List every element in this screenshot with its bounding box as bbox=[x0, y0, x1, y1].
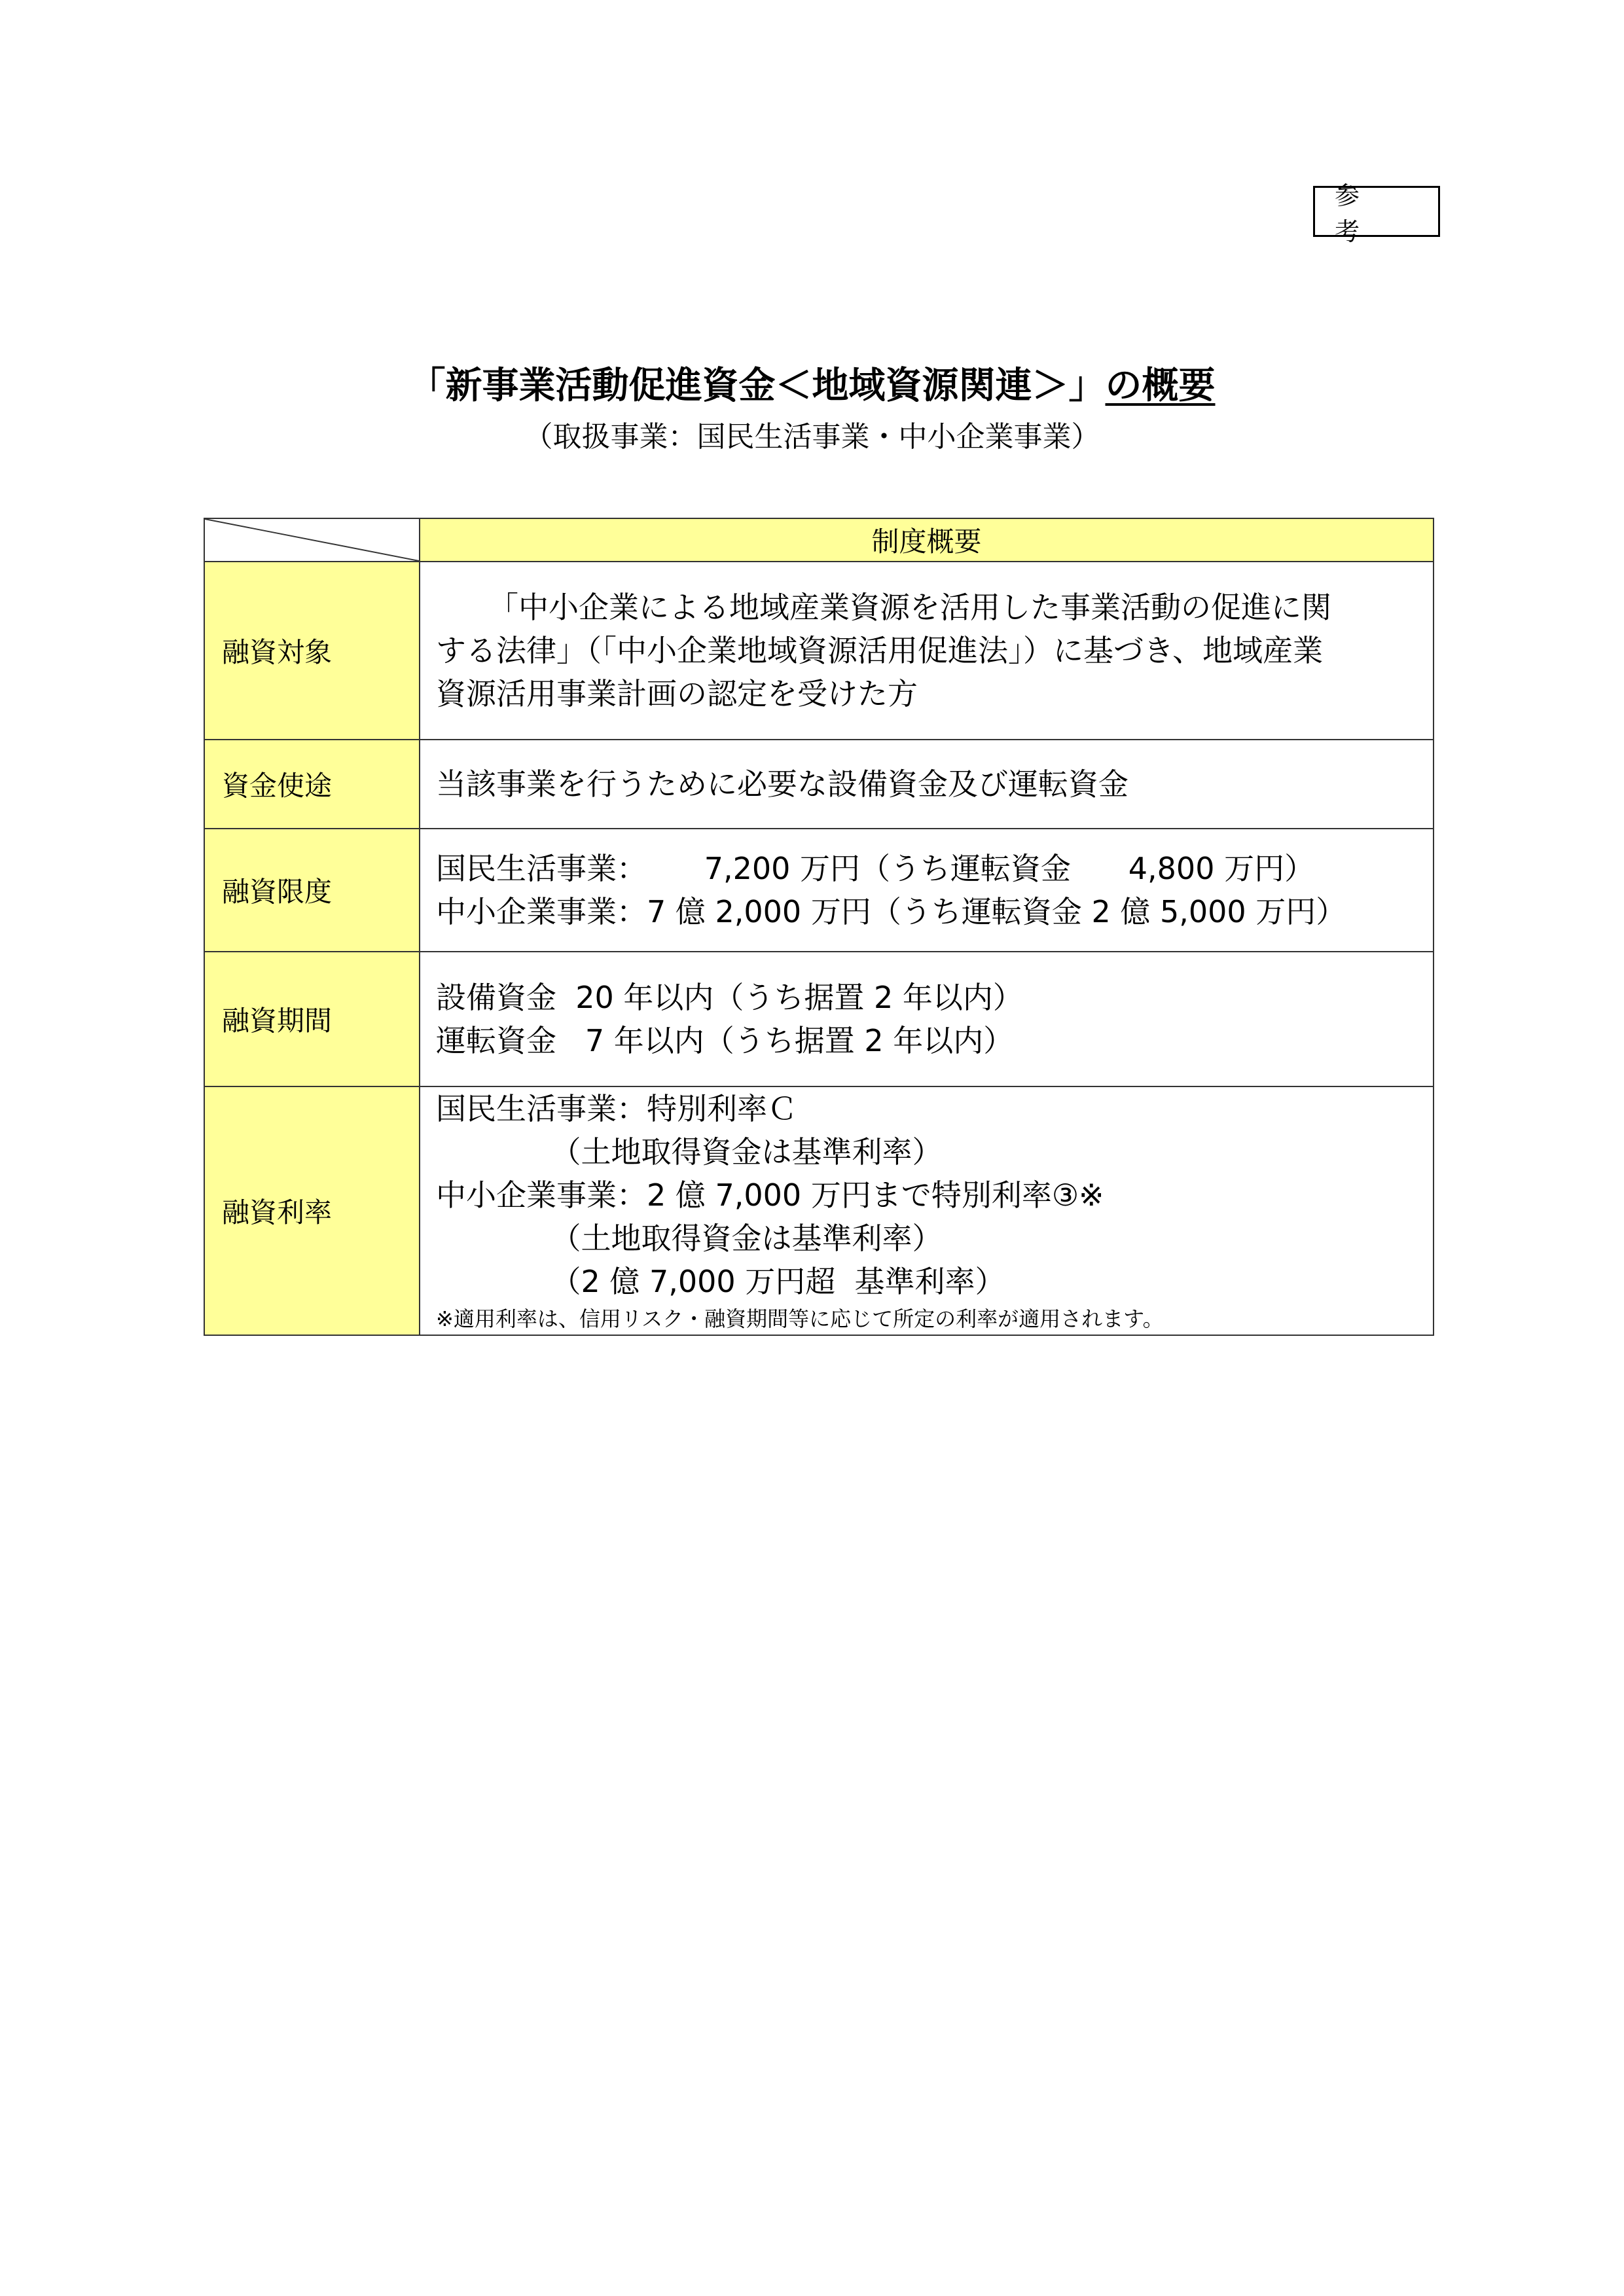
body-line: 資源活用事業計画の認定を受けた方 bbox=[436, 676, 918, 711]
body-line: 「中小企業による地域産業資源を活用した事業活動の促進に関 bbox=[488, 590, 1331, 625]
diagonal-line bbox=[205, 519, 419, 561]
row-body-rate bbox=[420, 1086, 1434, 1335]
body-line: 中小企業事業：2 億 7,000 万円まで特別利率③※ bbox=[436, 1177, 1104, 1213]
body-line: 当該事業を行うために必要な設備資金及び運転資金 bbox=[436, 766, 1128, 802]
row-body-target bbox=[420, 562, 1434, 740]
row-body-use bbox=[420, 740, 1434, 829]
body-line: 国民生活事業：特別利率Ｃ bbox=[436, 1091, 797, 1126]
row-label-rate: 融資利率 bbox=[204, 1086, 420, 1335]
table-row bbox=[204, 562, 1434, 740]
body-line: 中小企業事業：7 億 2,000 万円（うち運転資金 2 億 5,000 万円） bbox=[436, 894, 1346, 929]
table-header-row bbox=[204, 518, 1434, 562]
body-line: （土地取得資金は基準利率） bbox=[436, 1221, 943, 1256]
title-main: 「新事業活動促進資金＜地域資源関連＞」 bbox=[408, 365, 1106, 407]
rate-note: ※適用利率は、信用リスク・融資期間等に応じて所定の利率が適用されます。 bbox=[436, 1306, 1164, 1331]
body-line: する法律」（「中小企業地域資源活用促進法」）に基づき、地域産業 bbox=[436, 633, 1324, 668]
body-line: 運転資金 7 年以内（うち据置 2 年以内） bbox=[436, 1023, 1014, 1058]
table-row bbox=[204, 952, 1434, 1086]
reference-label: 参 考 bbox=[1313, 186, 1440, 237]
table-row bbox=[204, 1086, 1434, 1335]
row-label-limit: 融資限度 bbox=[204, 829, 420, 952]
page-subtitle: （取扱事業：国民生活事業・中小企業事業） bbox=[524, 420, 1100, 454]
table-row bbox=[204, 829, 1434, 952]
body-line: （2 億 7,000 万円超 基準利率） bbox=[436, 1264, 1005, 1299]
row-label-target: 融資対象 bbox=[204, 562, 420, 740]
row-body-period bbox=[420, 952, 1434, 1086]
page-title bbox=[0, 360, 1624, 412]
body-line: （土地取得資金は基準利率） bbox=[436, 1134, 943, 1170]
table-header-title: 制度概要 bbox=[420, 518, 1434, 562]
body-line: 国民生活事業： 7,200 万円（うち運転資金 4,800 万円） bbox=[436, 851, 1315, 886]
row-label-period: 融資期間 bbox=[204, 952, 420, 1086]
row-body-limit bbox=[420, 829, 1434, 952]
title-suffix: の概要 bbox=[1105, 365, 1216, 407]
row-label-use: 資金使途 bbox=[204, 740, 420, 829]
table-row bbox=[204, 740, 1434, 829]
overview-table bbox=[204, 518, 1434, 1336]
body-line: 設備資金 20 年以内（うち据置 2 年以内） bbox=[436, 980, 1023, 1015]
header-corner-cell bbox=[204, 518, 420, 562]
